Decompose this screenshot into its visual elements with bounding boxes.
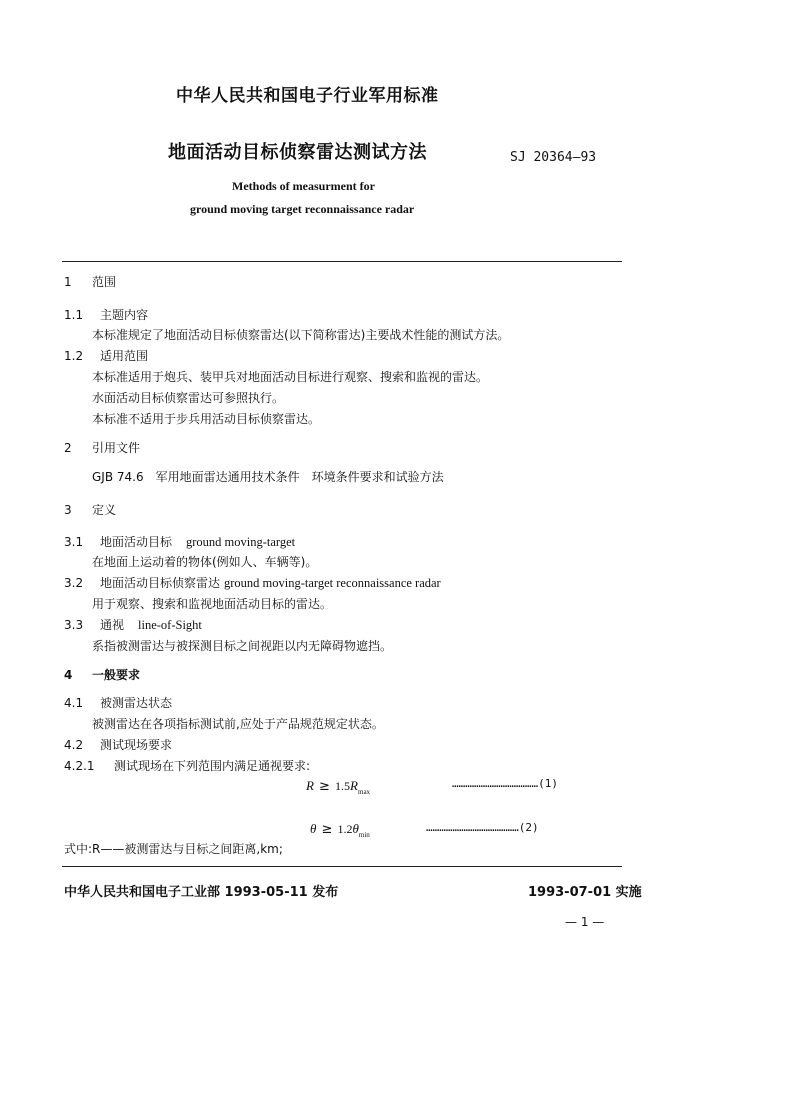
eq1-number-line (452, 777, 558, 790)
eq2-coefficient: 1.2 (337, 822, 353, 836)
eq2-relation: ≥ (321, 822, 333, 837)
term-english: line-of-Sight (138, 618, 202, 632)
standard-number: SJ 20364—93 (510, 150, 597, 165)
section-4-1-body: 被测雷达在各项指标测试前,应处于产品规范规定状态。 (92, 717, 384, 731)
section-number: 1 (64, 275, 72, 289)
section-4-heading (64, 666, 140, 683)
section-1-heading (64, 273, 116, 290)
footer-divider (62, 866, 622, 867)
section-1-2-line2: 水面活动目标侦察雷达可参照执行。 (92, 391, 285, 405)
section-title: 适用范围 (100, 349, 149, 363)
eq2-lhs: θ (310, 821, 317, 836)
eq1-relation: ≥ (319, 779, 330, 794)
definition-3-2-heading (64, 574, 441, 591)
section-1-2-line3: 本标准不适用于步兵用活动目标侦察雷达。 (92, 412, 321, 426)
referenced-document: GJB 74.6 军用地面雷达通用技术条件 环境条件要求和试验方法 (92, 470, 444, 484)
section-number: 3.2 (64, 576, 84, 590)
equation-1 (306, 775, 370, 796)
section-2-heading (64, 439, 140, 456)
english-title-line1: Methods of measurment for (232, 179, 375, 193)
term-chinese: 通视 (100, 618, 125, 632)
definition-3-1-body: 在地面上运动着的物体(例如人、车辆等)。 (92, 555, 318, 569)
section-number: 1.1 (64, 308, 84, 322)
section-number: 3.3 (64, 618, 84, 632)
section-4-2-1 (64, 757, 310, 774)
section-number: 4.1 (64, 696, 84, 710)
issuer-and-issue-date: 中华人民共和国电子工业部 1993-05-11 发布 (64, 885, 339, 900)
section-title: 引用文件 (92, 441, 141, 455)
eq2-number-line (426, 821, 539, 834)
standard-category-title: 中华人民共和国电子行业军用标准 (176, 86, 439, 106)
header-divider (62, 261, 622, 262)
section-4-2-heading (64, 736, 172, 753)
definition-3-2-body: 用于观察、搜索和监视地面活动目标的雷达。 (92, 597, 333, 611)
section-title: 测试现场要求 (100, 738, 173, 752)
section-1-1-body: 本标准规定了地面活动目标侦察雷达(以下简称雷达)主要战术性能的测试方法。 (92, 328, 510, 342)
eq1-number: (1) (538, 777, 558, 790)
eq1-variable: R (350, 778, 358, 793)
term-chinese: 地面活动目标侦察雷达 (100, 576, 221, 590)
where-clause: 式中:R——被测雷达与目标之间距离,km; (64, 842, 283, 856)
section-number: 2 (64, 441, 72, 455)
section-1-2-heading (64, 347, 148, 364)
section-number: 4.2.1 (64, 759, 95, 773)
english-title-line2: ground moving target reconnaissance radar (190, 202, 415, 216)
definition-3-3-body: 系指被测雷达与被探测目标之间视距以内无障碍物遮挡。 (92, 639, 393, 653)
section-title: 主题内容 (100, 308, 149, 322)
section-4-1-heading (64, 694, 172, 711)
section-title: 范围 (92, 275, 117, 289)
equation-2 (310, 818, 370, 839)
eq1-dot-leader: ………………………………… (452, 777, 539, 790)
section-number: 4.2 (64, 738, 84, 752)
eq2-variable: θ (352, 821, 359, 836)
eq1-subscript: max (358, 788, 371, 797)
document-title: 地面活动目标侦察雷达测试方法 (168, 142, 427, 163)
section-number: 1.2 (64, 349, 84, 363)
eq1-coefficient: 1.5 (335, 779, 351, 793)
term-chinese: 地面活动目标 (100, 535, 173, 549)
eq1-lhs: R (306, 778, 314, 793)
section-title: 定义 (92, 503, 117, 517)
page-number: — 1 — (565, 915, 605, 929)
section-number: 3 (64, 503, 72, 517)
section-number: 3.1 (64, 535, 84, 549)
section-1-1-heading (64, 306, 148, 323)
term-english: ground moving-target (186, 535, 296, 549)
eq2-subscript: min (358, 831, 370, 840)
section-1-2-line1: 本标准适用于炮兵、装甲兵对地面活动目标进行观察、搜索和监视的雷达。 (92, 370, 489, 384)
section-title: 被测雷达状态 (100, 696, 173, 710)
section-body: 测试现场在下列范围内满足通视要求: (114, 759, 311, 773)
eq2-dot-leader: …………………………………… (426, 821, 519, 834)
section-3-heading (64, 501, 116, 518)
effective-date: 1993-07-01 实施 (528, 885, 642, 900)
eq2-number: (2) (518, 821, 539, 834)
definition-3-3-heading (64, 616, 202, 633)
definition-3-1-heading (64, 533, 295, 550)
section-number: 4 (64, 668, 73, 682)
term-english: ground moving-target reconnaissance radar (224, 576, 441, 590)
section-title: 一般要求 (92, 668, 141, 682)
